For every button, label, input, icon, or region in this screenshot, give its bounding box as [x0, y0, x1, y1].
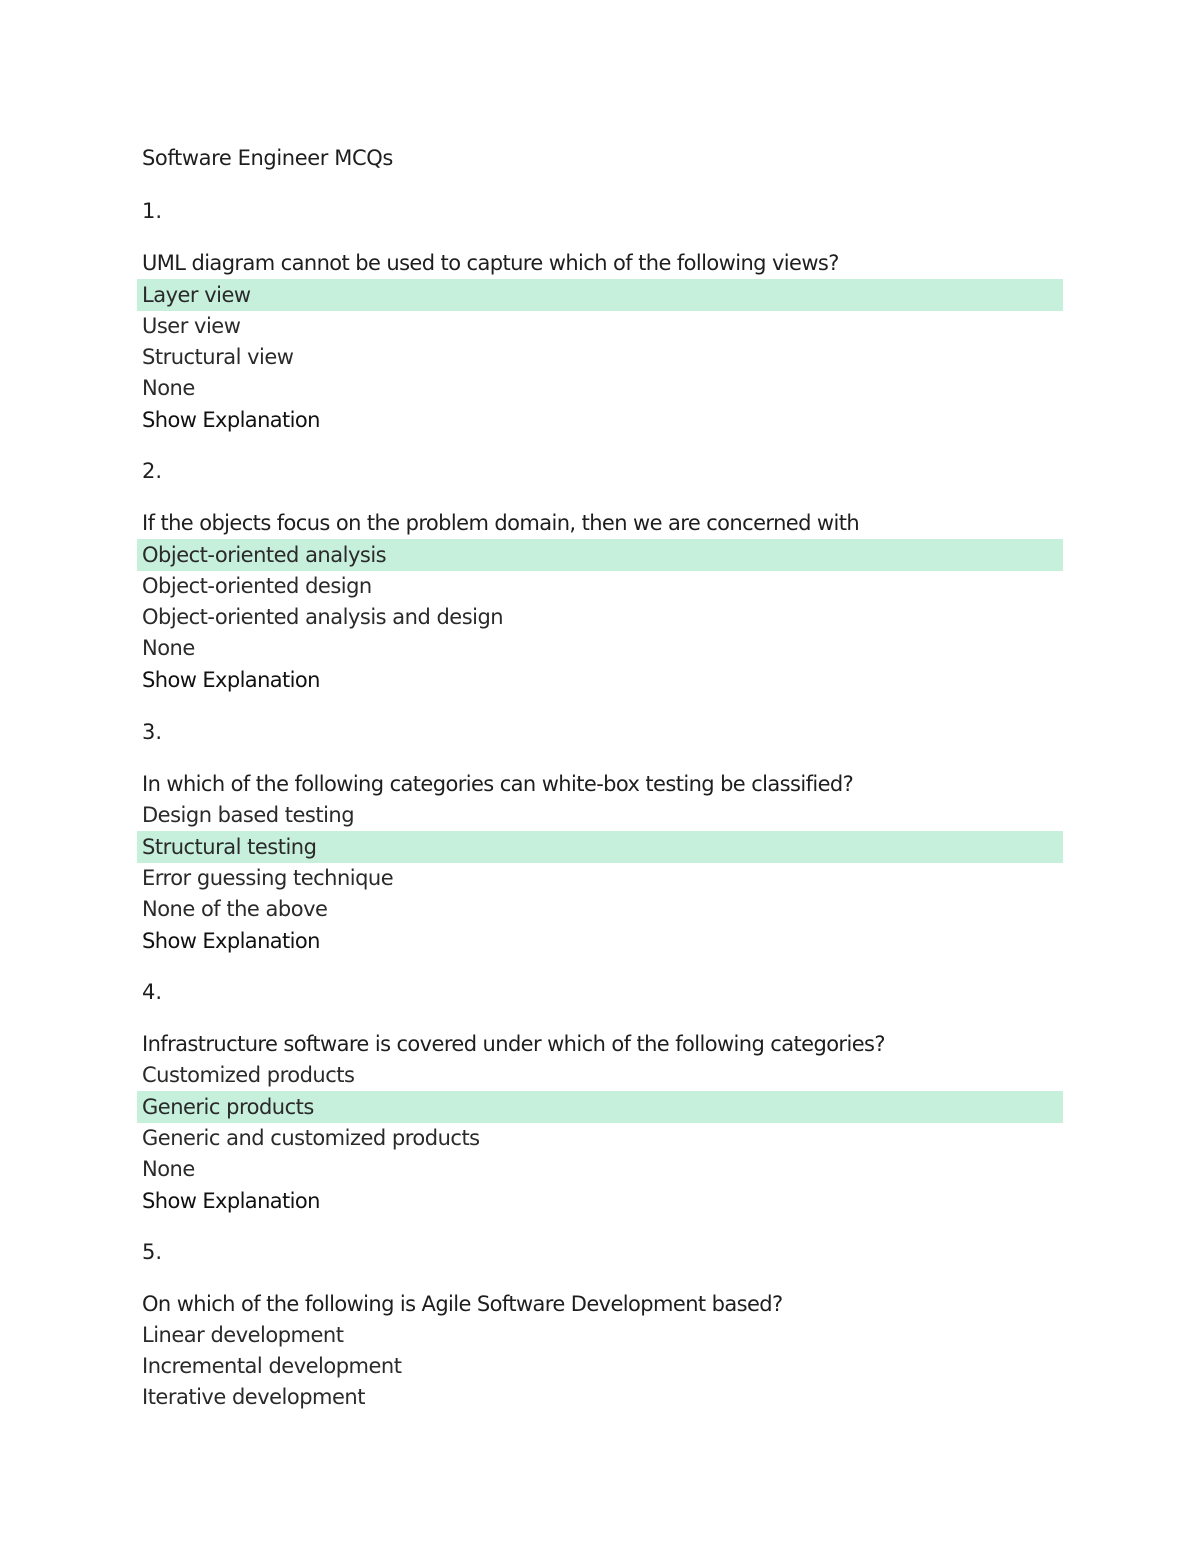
option[interactable]: Structural view: [142, 345, 294, 369]
option-correct[interactable]: Structural testing: [137, 831, 1063, 863]
option[interactable]: Customized products: [142, 1063, 355, 1087]
show-explanation-link[interactable]: Show Explanation: [142, 408, 320, 432]
question-text: If the objects focus on the problem domain, then we are concerned with: [142, 511, 860, 535]
option[interactable]: Error guessing technique: [142, 866, 394, 890]
option[interactable]: Object-oriented analysis and design: [142, 605, 504, 629]
option-correct[interactable]: Object-oriented analysis: [137, 539, 1063, 571]
question-number: 2.: [142, 459, 163, 483]
option[interactable]: None: [142, 636, 195, 660]
option-correct[interactable]: Layer view: [137, 279, 1063, 311]
question-number: 4.: [142, 980, 163, 1004]
option[interactable]: Incremental development: [142, 1354, 402, 1378]
question-number: 5.: [142, 1240, 163, 1264]
option[interactable]: None of the above: [142, 897, 328, 921]
question-number: 1.: [142, 199, 163, 223]
show-explanation-link[interactable]: Show Explanation: [142, 668, 320, 692]
question-text: On which of the following is Agile Software Development based?: [142, 1292, 783, 1316]
question-text: In which of the following categories can white-box testing be classified?: [142, 772, 854, 796]
option[interactable]: Iterative development: [142, 1385, 365, 1409]
option[interactable]: User view: [142, 314, 241, 338]
option-list: [137, 1060, 1063, 1217]
option[interactable]: Linear development: [142, 1323, 344, 1347]
show-explanation-link[interactable]: Show Explanation: [142, 1189, 320, 1213]
option-list: [137, 800, 1063, 957]
option[interactable]: None: [142, 376, 195, 400]
question-number: 3.: [142, 720, 163, 744]
question-text: UML diagram cannot be used to capture which of the following views?: [142, 251, 839, 275]
option[interactable]: None: [142, 1157, 195, 1181]
option-list: [137, 1320, 1063, 1413]
show-explanation-link[interactable]: Show Explanation: [142, 929, 320, 953]
option[interactable]: Object-oriented design: [142, 574, 372, 598]
option-list: [137, 539, 1063, 696]
document-title: Software Engineer MCQs: [142, 146, 393, 170]
option-correct[interactable]: Generic products: [137, 1091, 1063, 1123]
option-list: [137, 279, 1063, 436]
question-text: Infrastructure software is covered under which of the following categories?: [142, 1032, 885, 1056]
option[interactable]: Generic and customized products: [142, 1126, 480, 1150]
option[interactable]: Design based testing: [142, 803, 355, 827]
